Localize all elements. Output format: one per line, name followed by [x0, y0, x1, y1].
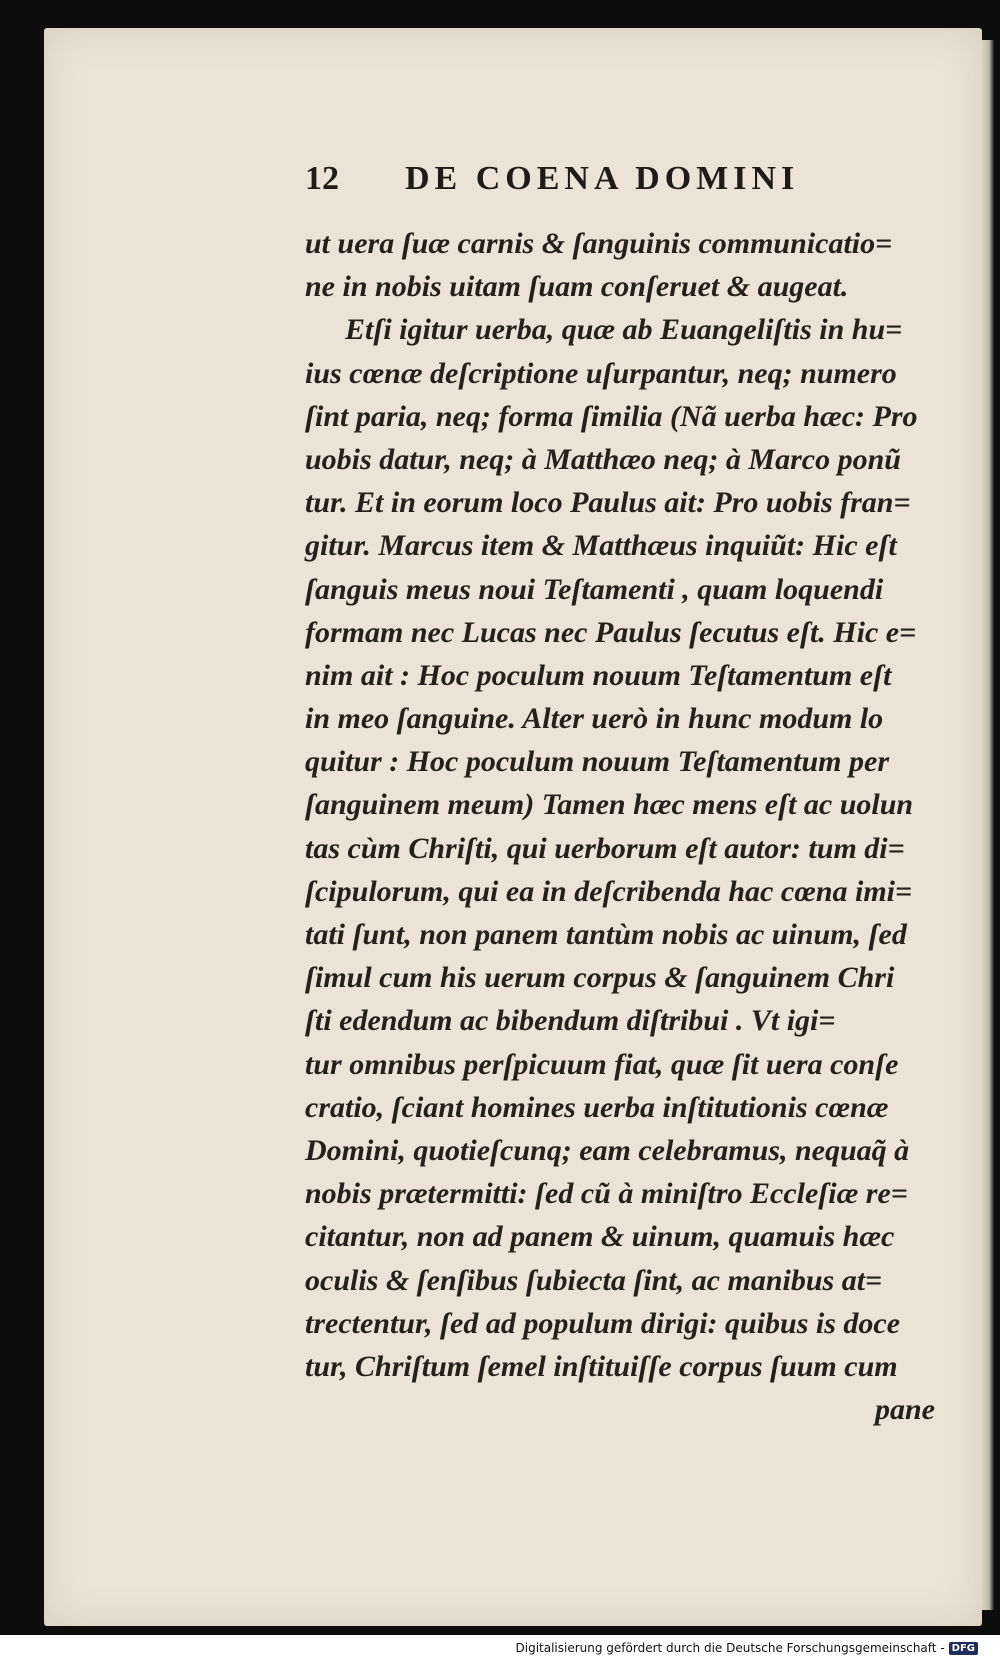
text-line: ſanguis meus noui Teſtamenti , quam loquendi	[305, 572, 884, 606]
digitization-credit	[516, 1641, 979, 1655]
text-line: ſint paria, neq; forma ſimilia (Nã uerba hæc: Pro	[305, 399, 918, 433]
text-line: cratio, ſciant homines uerba inſtitutionis cœnæ	[305, 1090, 889, 1124]
text-line: tur omnibus perſpicuum fiat, quæ ſit uera conſe	[305, 1047, 899, 1081]
text-line: tur, Chriſtum ſemel inſtituiſſe corpus ſuum cum	[305, 1349, 898, 1383]
credit-text: Digitalisierung gefördert durch die Deutsche Forschungsgemeinschaft -	[515, 1641, 945, 1655]
text-line: ius cœnæ deſcriptione uſurpantur, neq; numero	[305, 356, 897, 390]
text-line: formam nec Lucas nec Paulus ſecutus eſt. Hic e=	[305, 615, 917, 649]
text-line: Domini, quotieſcunq; eam celebramus, nequaq̃ à	[305, 1133, 910, 1167]
dfg-logo-icon: DFG	[949, 1642, 978, 1655]
text-line: Etſi igitur uerba, quæ ab Euangeliſtis in hu=	[345, 313, 903, 347]
text-line: ſanguinem meum) Tamen hæc mens eſt ac uolun	[305, 788, 914, 822]
text-line: tati ſunt, non panem tantùm nobis ac uinum, ſed	[305, 918, 907, 951]
text-line: ut uera ſuæ carnis & ſanguinis communicatio=	[305, 227, 893, 260]
text-line: uobis datur, neq; à Matthæo neq; à Marco ponũ	[305, 442, 901, 476]
text-line: quitur : Hoc poculum nouum Teſtamentum per	[305, 745, 889, 779]
catchword: pane	[875, 1393, 935, 1427]
text-line: nobis prætermitti: ſed cũ à miniſtro Eccleſiæ re=	[305, 1177, 908, 1211]
page-number: 12	[305, 160, 339, 197]
text-line: tur. Et in eorum loco Paulus ait: Pro uobis fran=	[305, 486, 911, 520]
text-line: nim ait : Hoc poculum nouum Teſtamentum eſt	[305, 658, 892, 692]
text-line: ſti edendum ac bibendum diſtribui . Vt igi=	[305, 1004, 836, 1038]
page-edge	[982, 40, 994, 1610]
text-line: ſimul cum his uerum corpus & ſanguinem Chri	[305, 961, 895, 995]
text-line: in meo ſanguine. Alter uerò in hunc modum lo	[305, 702, 884, 736]
text-line: citantur, non ad panem & uinum, quamuis hæc	[305, 1220, 895, 1254]
body-text	[305, 222, 965, 1431]
running-head	[305, 160, 865, 200]
text-line: oculis & ſenſibus ſubiecta ſint, ac manibus at=	[305, 1263, 883, 1297]
text-line: gitur. Marcus item & Matthæus inquiũt: Hic eſt	[305, 529, 897, 563]
text-line: ne in nobis uitam ſuam conſeruet & augeat.	[305, 270, 849, 304]
text-line: ſcipulorum, qui ea in deſcribenda hac cœna imi=	[305, 874, 913, 908]
text-line: tas cùm Chriſti, qui uerborum eſt autor: tum di=	[305, 831, 905, 865]
text-line: trectentur, ſed ad populum dirigi: quibus is doce	[305, 1306, 901, 1340]
page-title: DE COENA DOMINI	[405, 160, 800, 197]
